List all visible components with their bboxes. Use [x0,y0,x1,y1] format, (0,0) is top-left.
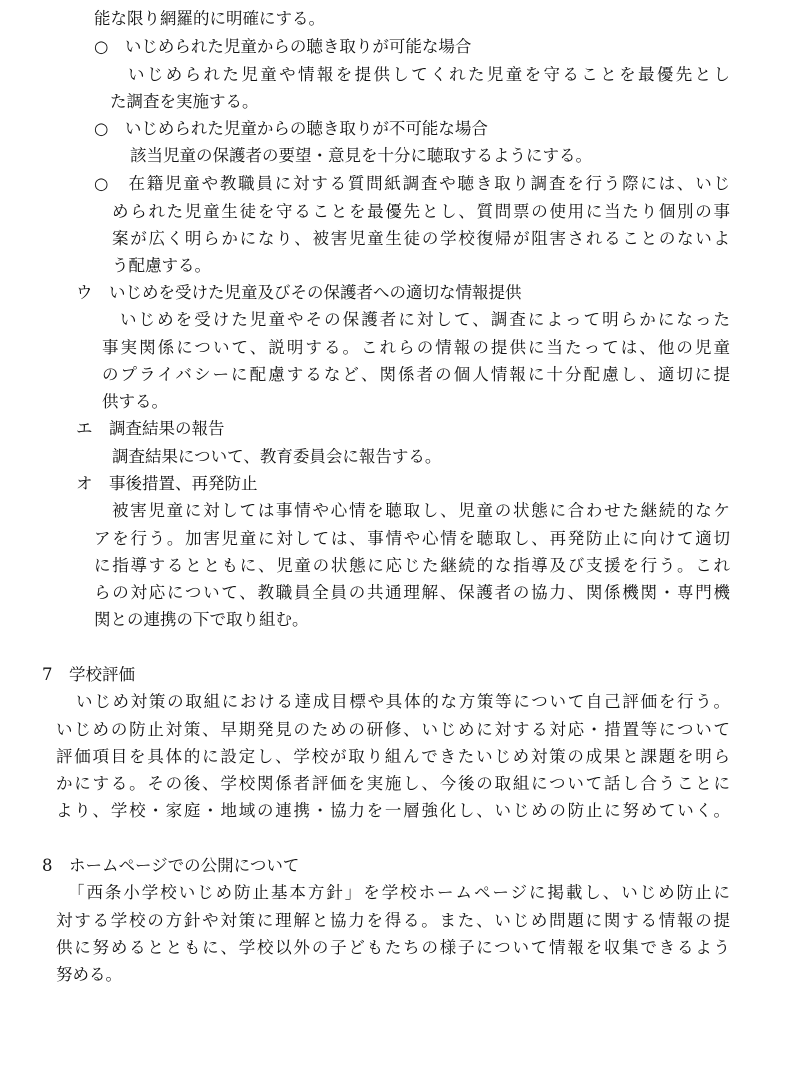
text-line: 「西条小学校いじめ防止基本方針」を学校ホームページに掲載し、いじめ防止に [68,883,730,902]
text-line: 供に努めるとともに、学校以外の子どもたちの様子について情報を収集できるよう [56,938,730,957]
subsection-heading-u: ウ いじめを受けた児童及びその保護者への適切な情報提供 [76,283,522,302]
text-line: いじめられた児童や情報を提供してくれた児童を守ることを最優先とし [128,65,730,84]
text-line: いじめを受けた児童やその保護者に対して、調査によって明らかになった [120,310,730,329]
text-line: かにする。その後、学校関係者評価を実施し、今後の取組について話し合うことに [56,774,730,793]
section-heading-7: 7 学校評価 [42,665,135,684]
text-line: いじめ対策の取組における達成目標や具体的な方策等について自己評価を行う。 [76,692,730,711]
text-line: う配慮する。 [112,256,211,275]
text-line: 供する。 [102,392,168,411]
text-line: より、学校・家庭・地域の連携・協力を一層強化し、いじめの防止に努めていく。 [56,801,730,820]
text-line: められた児童生徒を守ることを最優先とし、質問票の使用に当たり個別の事 [112,202,730,221]
text-line: 対する学校の方針や対策に理解と協力を得る。また、いじめ問題に関する情報の提 [56,911,731,930]
text-line: 該当児童の保護者の要望・意見を十分に聴取するようにする。 [130,146,592,165]
bullet-heading: ○ いじめられた児童からの聴き取りが不可能な場合 [94,119,488,138]
text-line: いじめの防止対策、早期発見のための研修、いじめに対する対応・措置等について [56,720,730,739]
bullet-heading: ○ いじめられた児童からの聴き取りが可能な場合 [94,37,472,56]
text-line: 被害児童に対しては事情や心情を聴取し、児童の状態に合わせた継続的なケ [112,501,730,520]
text-line: 調査結果について、教育委員会に報告する。 [112,447,442,466]
text-line: に指導するとともに、児童の状態に応じた継続的な指導及び支援を行う。これ [94,556,730,575]
text-line: のプライバシーに配慮するなど、関係者の個人情報に十分配慮し、適切に提 [102,365,730,384]
text-line: 事実関係について、説明する。これらの情報の提供に当たっては、他の児童 [102,338,730,357]
text-line: アを行う。加害児童に対しては、事情や心情を聴取し、再発防止に向けて適切 [94,529,730,548]
text-line: 案が広く明らかになり、被害児童生徒の学校復帰が阻害されることのないよ [112,229,730,248]
subsection-heading-e: エ 調査結果の報告 [76,419,225,438]
section-heading-8: 8 ホームページでの公開について [42,856,300,875]
bullet-heading: ○ 在籍児童や教職員に対する質問紙調査や聴き取り調査を行う際には、いじ [94,174,730,193]
text-line: らの対応について、教職員全員の共通理解、保護者の協力、関係機関・専門機 [94,583,730,602]
text-line: 能な限り網羅的に明確にする。 [94,9,325,28]
text-line: 関との連携の下で取り組む。 [94,610,309,629]
text-line: 努める。 [56,965,122,984]
text-line: た調査を実施する。 [110,92,259,111]
subsection-heading-o: オ 事後措置、再発防止 [76,474,258,493]
text-line: 評価項目を具体的に設定し、学校が取り組んできたいじめ対策の成果と課題を明ら [56,747,730,766]
